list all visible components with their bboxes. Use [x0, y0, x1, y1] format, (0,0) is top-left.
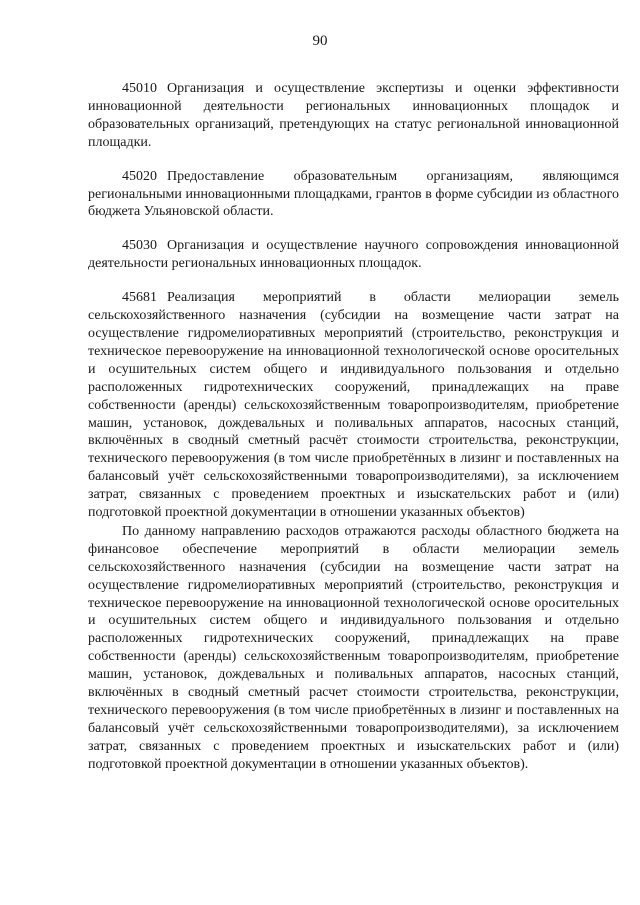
paragraph-text: Предоставление образовательным организациям, являющимся региональными инновационными площадками, грантов в форме субсидии из областного бюджета Ульяновской области.	[88, 168, 619, 220]
paragraph-45020	[88, 168, 619, 222]
paragraph-45030	[88, 237, 619, 273]
document-body	[88, 80, 619, 774]
paragraph-description	[88, 523, 619, 774]
paragraph-text: Организация и осуществление научного сопровождения инновационной деятельности региональных инновационных площадок.	[88, 238, 619, 272]
paragraph-45010	[88, 80, 619, 152]
paragraph-45681	[88, 289, 619, 522]
paragraph-text: По данному направлению расходов отражаются расходы областного бюджета на финансовое обеспечение мероприятий в области мелиорации земель сельскохозяйственного назначения (субсидии на возмещение части затрат на осуществление гидромелиоративных мероприятий (строительство, реконструкция и техническое перевооружение на инновационной технологической основе оросительных и осушительных систем общего и индивидуального пользования и отдельно расположенных гидротехнических сооружений, принадлежащих на праве собственности (аренды) сельскохозяйственным товаропроизводителям, приобретение машин, установок, дождевальных и поливальных аппаратов, насосных станций, включённых в сводный сметный расчет стоимости строительства, реконструкции, технического перевооружения (в том числе приобретённых в лизинг и поставленных на балансовый учёт сельскохозяйственными товаропроизводителями), за исключением затрат, связанных с проведением проектных и изыскательских работ и (или) подготовкой проектной документации в отношении указанных объектов).	[88, 523, 619, 772]
expense-code: 45010	[122, 81, 157, 96]
expense-code: 45020	[122, 168, 157, 184]
paragraph-text: Организация и осуществление экспертизы и оценки эффективности инновационной деятельности региональных инновационных площадок и образовательных организаций, претендующих на статус региональной инновационной площадки.	[88, 81, 619, 150]
page-number: 90	[312, 33, 328, 49]
expense-code: 45681	[122, 290, 157, 306]
expense-code: 45030	[122, 238, 157, 254]
paragraph-text: Реализация мероприятий в области мелиорации земель сельскохозяйственного назначения (субсидии на возмещение части затрат на осуществление гидромелиоративных мероприятий (строительство, реконструкция и техническое перевооружение на инновационной технологической основе оросительных и осушительных систем общего и индивидуального пользования и отдельно расположенных гидротехнических сооружений, принадлежащих на праве собственности (аренды) сельскохозяйственным товаропроизводителям, приобретение машин, установок, дождевальных и поливальных аппаратов, насосных станций, включённых в сводный сметный расчёт стоимости строительства, реконструкции, технического перевооружения (в том числе приобретённых в лизинг и поставленных на балансовый учёт сельскохозяйственными товаропроизводителями), за исключением затрат, связанных с проведением проектных и изыскательских работ и (или) подготовкой проектной документации в отношении указанных объектов)	[88, 290, 619, 521]
